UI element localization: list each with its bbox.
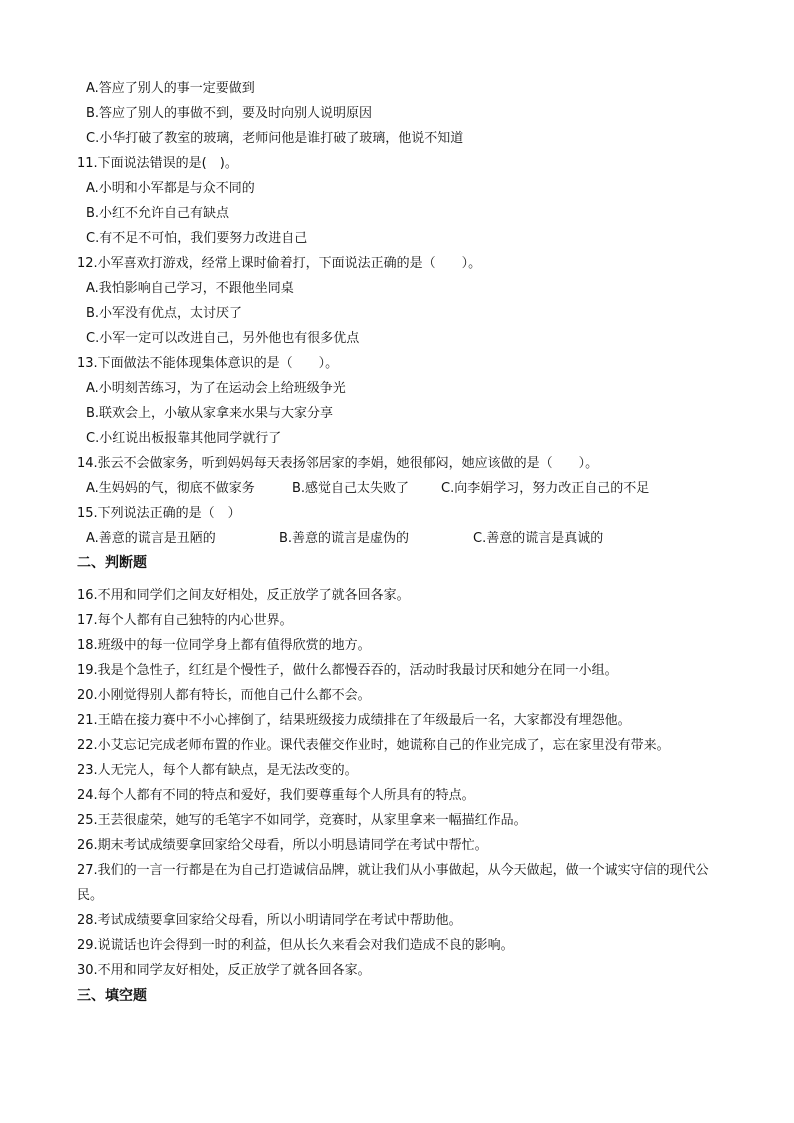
q23-statement: 23.人无完人，每个人都有缺点，是无法改变的。 [77, 763, 358, 778]
q15-option-a: A.善意的谎言是丑陋的 [86, 531, 216, 546]
section-judgment-title: 二、判断题 [77, 555, 147, 571]
q14-option-c: C.向李娟学习，努力改正自己的不足 [441, 481, 650, 496]
q11-option-a: A.小明和小军都是与众不同的 [86, 181, 255, 196]
q10-option-a: A.答应了别人的事一定要做到 [86, 81, 255, 96]
q18-statement: 18.班级中的每一位同学身上都有值得欣赏的地方。 [77, 638, 371, 653]
q11-option-c: C.有不足不可怕，我们要努力改进自己 [86, 231, 308, 246]
q21-statement: 21.王皓在接力赛中不小心摔倒了，结果班级接力成绩排在了年级最后一名，大家都没有埋怨他。 [77, 713, 631, 728]
q14-option-a: A.生妈妈的气，彻底不做家务 [86, 481, 255, 496]
q17-statement: 17.每个人都有自己独特的内心世界。 [77, 613, 293, 628]
q12-option-a: A.我怕影响自己学习，不跟他坐同桌 [86, 281, 294, 296]
q13-option-c: C.小红说出板报靠其他同学就行了 [86, 431, 282, 446]
q12-stem: 12.小军喜欢打游戏，经常上课时偷着打，下面说法正确的是（ ）。 [77, 256, 482, 271]
q16-statement: 16.不用和同学们之间友好相处，反正放学了就各回各家。 [77, 588, 410, 603]
q10-option-b: B.答应了别人的事做不到，要及时向别人说明原因 [86, 106, 373, 121]
q13-option-b: B.联欢会上，小敏从家拿来水果与大家分享 [86, 406, 334, 421]
q12-option-c: C.小军一定可以改进自己，另外他也有很多优点 [86, 331, 360, 346]
q15-option-c: C.善意的谎言是真诚的 [473, 531, 604, 546]
q26-statement: 26.期末考试成绩要拿回家给父母看，所以小明恳请同学在考试中帮忙。 [77, 838, 488, 853]
q29-statement: 29.说谎话也许会得到一时的利益，但从长久来看会对我们造成不良的影响。 [77, 938, 514, 953]
q19-statement: 19.我是个急性子，红红是个慢性子，做什么都慢吞吞的，活动时我最讨厌和她分在同一小组。 [77, 663, 618, 678]
q13-option-a: A.小明刻苦练习，为了在运动会上给班级争光 [86, 381, 346, 396]
q14-option-b: B.感觉自己太失败了 [292, 481, 410, 496]
q15-option-b: B.善意的谎言是虚伪的 [279, 531, 410, 546]
q20-statement: 20.小刚觉得别人都有特长，而他自己什么都不会。 [77, 688, 371, 703]
q12-option-b: B.小军没有优点，太讨厌了 [86, 306, 243, 321]
q24-statement: 24.每个人都有不同的特点和爱好，我们要尊重每个人所具有的特点。 [77, 788, 475, 803]
q13-stem: 13.下面做法不能体现集体意识的是（ ）。 [77, 356, 339, 371]
q25-statement: 25.王芸很虚荣，她写的毛笔字不如同学，竞赛时，从家里拿来一幅描红作品。 [77, 813, 527, 828]
q30-statement: 30.不用和同学友好相处，反正放学了就各回各家。 [77, 963, 371, 978]
q15-stem: 15.下列说法正确的是（ ） [77, 506, 241, 521]
q11-option-b: B.小红不允许自己有缺点 [86, 206, 230, 221]
q14-stem: 14.张云不会做家务，听到妈妈每天表扬邻居家的李娟，她很郁闷，她应该做的是（ ）。 [77, 456, 599, 471]
q11-stem: 11.下面说法错误的是( )。 [77, 156, 238, 171]
q10-option-c: C.小华打破了教室的玻璃，老师问他是谁打破了玻璃，他说不知道 [86, 131, 464, 146]
section-fill-blank-title: 三、填空题 [77, 988, 147, 1004]
q28-statement: 28.考试成绩要拿回家给父母看，所以小明请同学在考试中帮助他。 [77, 913, 462, 928]
q27-statement: 27.我们的一言一行都是在为自己打造诚信品牌，就让我们从小事做起，从今天做起，做一个诚实守信的现代公民。 [77, 863, 709, 903]
q22-statement: 22.小艾忘记完成老师布置的作业。课代表催交作业时，她谎称自己的作业完成了，忘在家里没有带来。 [77, 738, 670, 753]
